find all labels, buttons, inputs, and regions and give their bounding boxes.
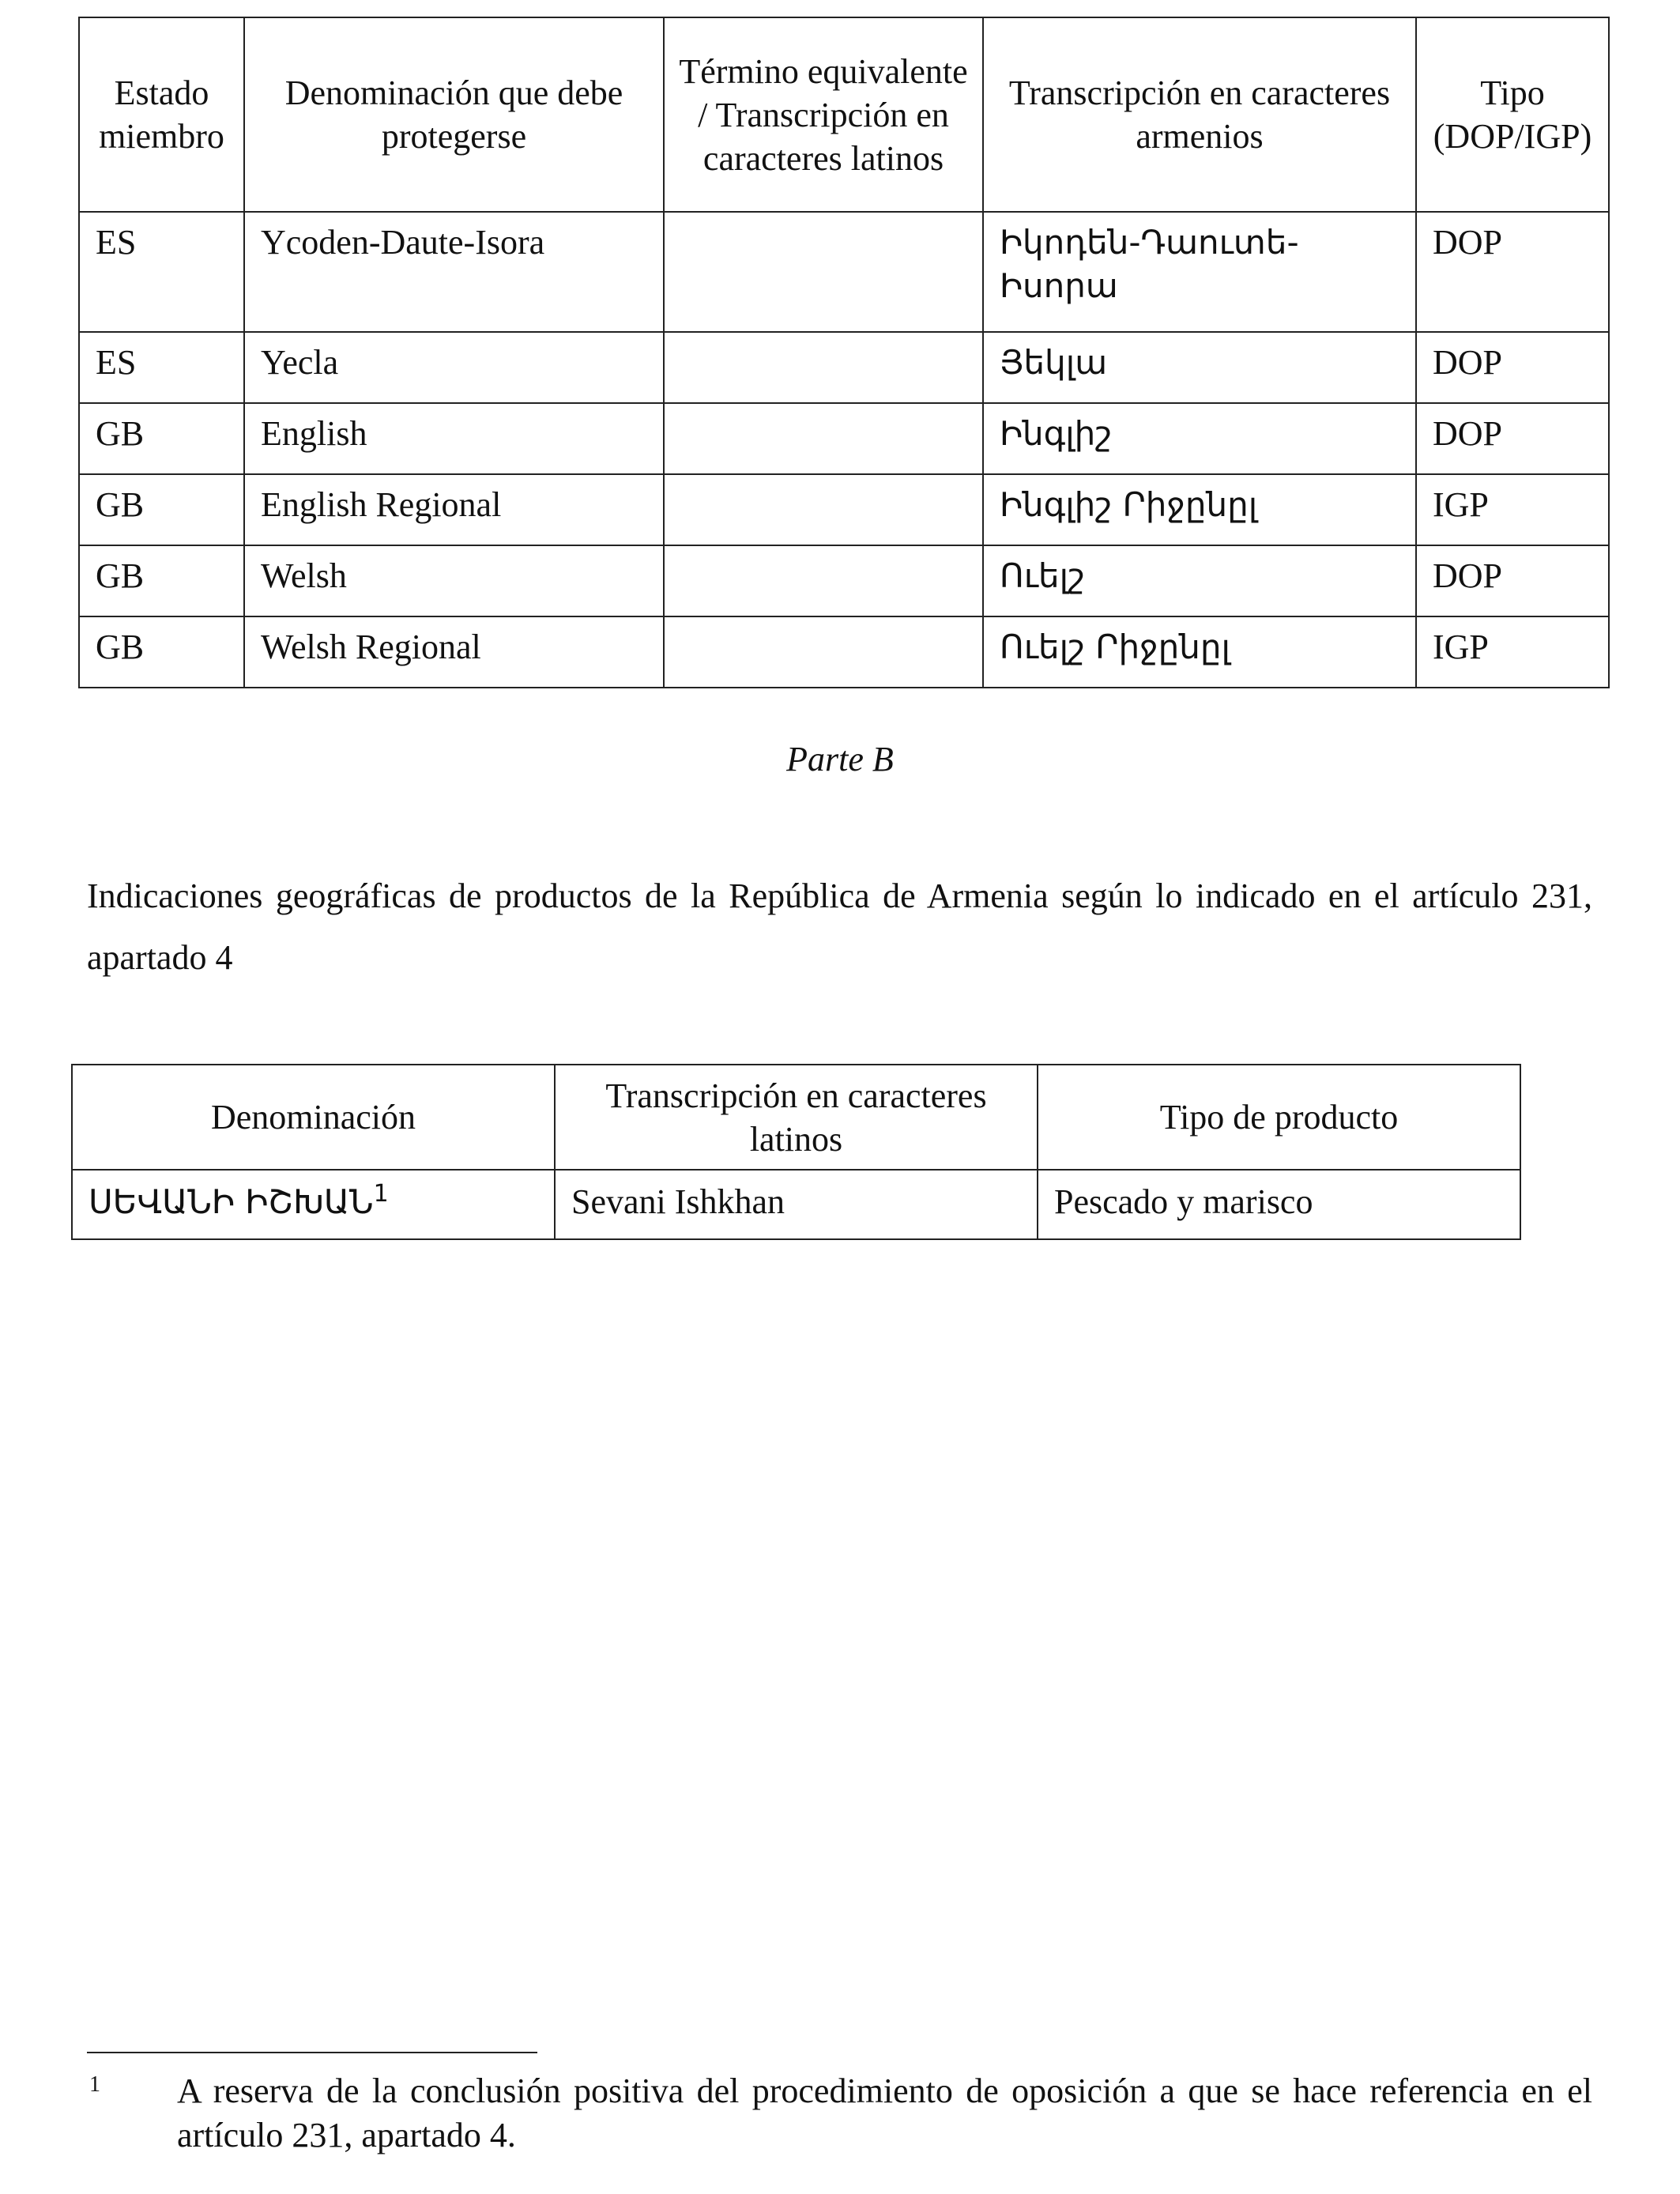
cell-armenio: Ուելշ Րիջընըլ (983, 616, 1416, 688)
header-termino-equivalente: Término equivalente / Transcripción en caracteres latinos (664, 17, 983, 212)
cell-termino (664, 403, 983, 474)
table-row (79, 403, 1609, 474)
cell-termino (664, 212, 983, 332)
cell-denominacion: English Regional (244, 474, 664, 545)
table-header-row (79, 17, 1609, 212)
footnote-reference[interactable]: 1 (373, 1180, 389, 1208)
cell-tipo: DOP (1416, 332, 1609, 403)
cell-denominacion: Welsh Regional (244, 616, 664, 688)
cell-tipo: IGP (1416, 616, 1609, 688)
cell-estado: GB (79, 616, 244, 688)
cell-armenio: Ուելշ (983, 545, 1416, 616)
footnote-divider (87, 2052, 537, 2053)
cell-tipo: DOP (1416, 545, 1609, 616)
cell-termino (664, 474, 983, 545)
cell-armenio: Ինգլիշ (983, 403, 1416, 474)
cell-tipo: DOP (1416, 403, 1609, 474)
cell-termino (664, 332, 983, 403)
cell-tipo: IGP (1416, 474, 1609, 545)
cell-armenio: Յեկլա (983, 332, 1416, 403)
table-row (79, 332, 1609, 403)
table-header-row (72, 1065, 1520, 1170)
intro-paragraph: Indicaciones geográficas de productos de la República de Armenia según lo indicado en el artículo 231, apartado 4 (87, 876, 1592, 977)
cell-armenio: Իկոդեն-Դաուտե-Իսորա (983, 212, 1416, 332)
header-transcripcion-latina: Transcripción en caracteres latinos (555, 1065, 1038, 1170)
cell-estado: ES (79, 212, 244, 332)
table-row (79, 616, 1609, 688)
cell-tipo-producto: Pescado y marisco (1038, 1170, 1520, 1239)
cell-denominacion: English (244, 403, 664, 474)
table-row (79, 212, 1609, 332)
footnote (87, 2069, 1592, 2158)
header-transcripcion-armenia: Transcripción en caracteres armenios (983, 17, 1416, 212)
footnote-text: A reserva de la conclusión positiva del procedimiento de oposición a que se hace referencia en el artículo 231, apartado 4. (177, 2071, 1592, 2154)
cell-estado: GB (79, 403, 244, 474)
cell-estado: GB (79, 545, 244, 616)
footnote-number: 1 (89, 2072, 100, 2097)
cell-transcripcion: Sevani Ishkhan (555, 1170, 1038, 1239)
header-tipo: Tipo (DOP/IGP) (1416, 17, 1609, 212)
cell-denominacion: Welsh (244, 545, 664, 616)
cell-denominacion: Ycoden-Daute-Isora (244, 212, 664, 332)
header-denominacion: Denominación que debe protegerse (244, 17, 664, 212)
section-heading: Parte B (786, 740, 894, 778)
geographical-indications-table-b (71, 1064, 1521, 1240)
geographical-indications-table-a (78, 17, 1610, 688)
cell-armenio: Ինգլիշ Րիջընըլ (983, 474, 1416, 545)
table-row (79, 545, 1609, 616)
cell-tipo: DOP (1416, 212, 1609, 332)
table-row (79, 474, 1609, 545)
cell-termino (664, 545, 983, 616)
header-tipo-producto: Tipo de producto (1038, 1065, 1520, 1170)
header-denominacion: Denominación (72, 1065, 555, 1170)
header-estado-miembro: Estado miembro (79, 17, 244, 212)
cell-termino (664, 616, 983, 688)
cell-denominacion: Yecla (244, 332, 664, 403)
cell-denominacion (72, 1170, 555, 1239)
cell-estado: GB (79, 474, 244, 545)
table-row (72, 1170, 1520, 1239)
cell-estado: ES (79, 332, 244, 403)
denominacion-text: ՍԵՎԱՆԻ ԻՇԽԱՆ (89, 1182, 374, 1221)
